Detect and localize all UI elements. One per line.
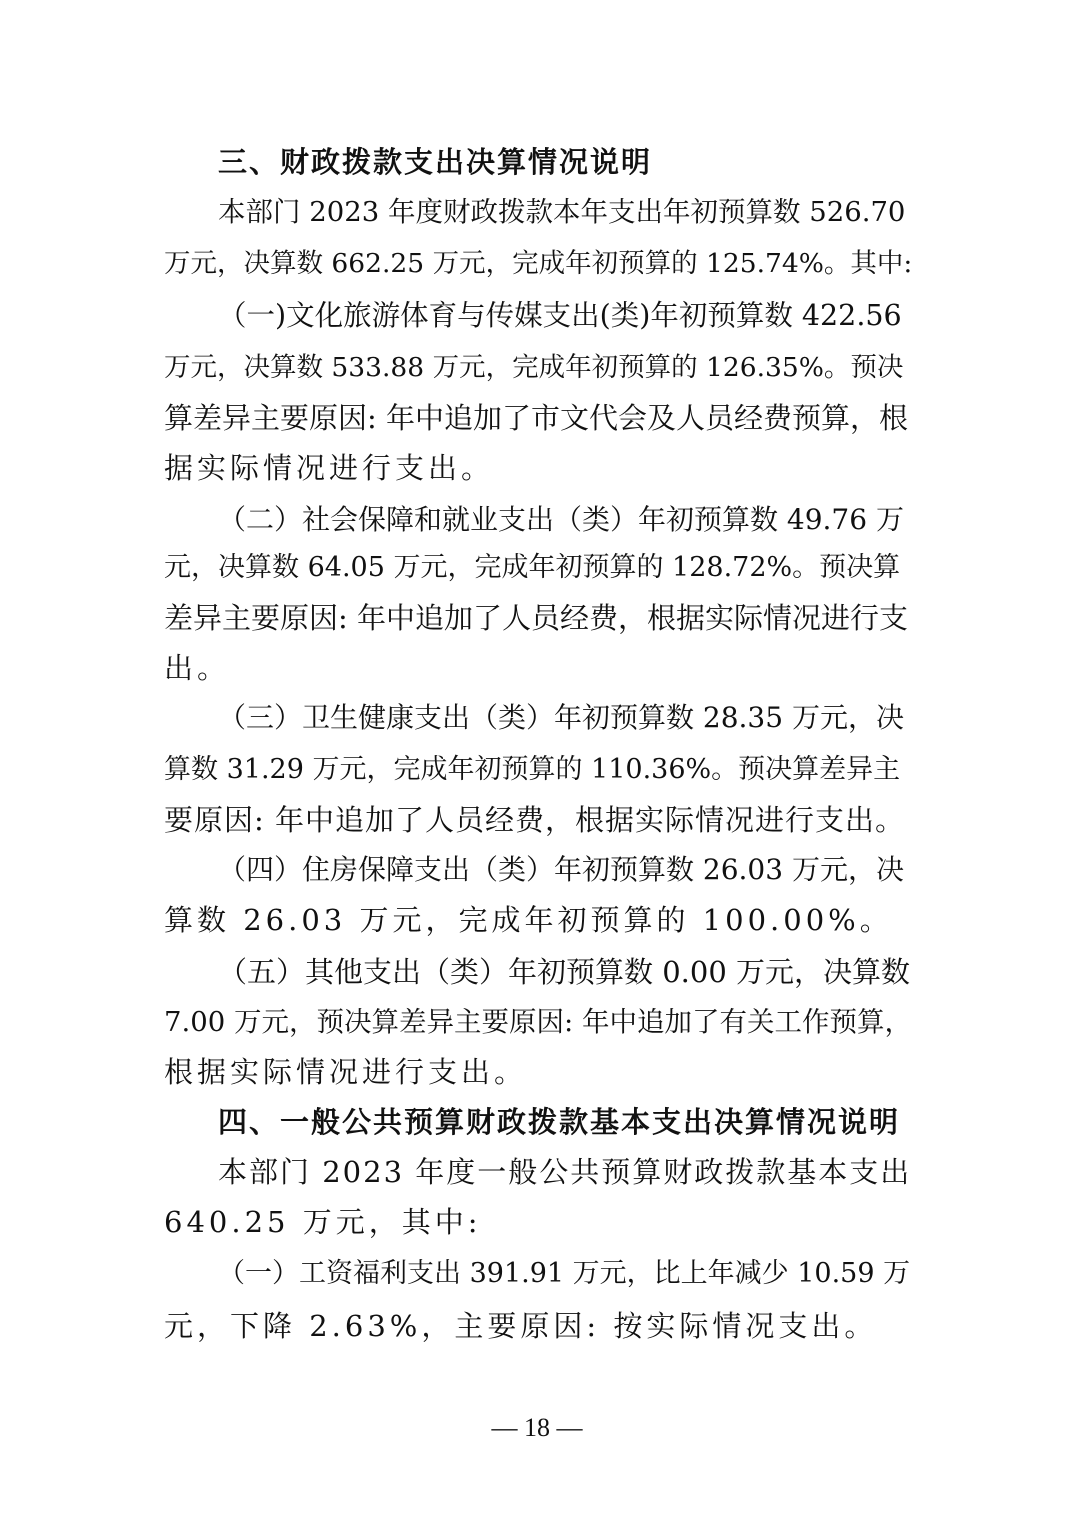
paragraph-line: （四）住房保障支出（类）年初预算数 26.03 万元，决: [218, 853, 904, 886]
paragraph-line: 元，决算数 64.05 万元，完成年初预算的 128.72%。预决算: [164, 552, 901, 583]
paragraph-line: 差异主要原因: 年中追加了人员经费，根据实际情况进行支: [164, 601, 908, 635]
paragraph-line: 本部门 2023 年度财政拨款本年支出年初预算数 526.70: [218, 196, 906, 228]
section-heading: 四、一般公共预算财政拨款基本支出决算情况说明: [218, 1105, 901, 1139]
page-number: — 18 —: [491, 1413, 583, 1442]
paragraph-line: 万元，决算数 662.25 万元，完成年初预算的 125.74%。其中:: [164, 248, 913, 279]
paragraph-line: 算数 31.29 万元，完成年初预算的 110.36%。预决算差异主: [164, 754, 901, 785]
paragraph-line: 根据实际情况进行支出。: [164, 1055, 528, 1089]
paragraph-line: （五）其他支出（类）年初预算数 0.00 万元，决算数: [218, 955, 911, 989]
paragraph-line: 算数 26.03 万元，完成年初预算的 100.00%。: [164, 903, 893, 937]
paragraph-line: （一）工资福利支出 391.91 万元，比上年减少 10.59 万: [218, 1258, 911, 1289]
paragraph-line: 7.00 万元，预决算差异主要原因: 年中追加了有关工作预算，: [164, 1006, 912, 1038]
paragraph-line: （二）社会保障和就业支出（类）年初预算数 49.76 万: [218, 503, 904, 536]
paragraph-line: 出。: [164, 651, 231, 685]
paragraph-line: 640.25 万元，其中:: [164, 1205, 482, 1239]
paragraph-line: 算差异主要原因: 年中追加了市文代会及人员经费预算，根: [164, 401, 908, 435]
paragraph-line: 本部门 2023 年度一般公共预算财政拨款基本支出: [218, 1155, 912, 1189]
paragraph-line: 要原因: 年中追加了人员经费，根据实际情况进行支出。: [164, 803, 905, 837]
paragraph-line: 据实际情况进行支出。: [164, 451, 495, 485]
paragraph-line: 元，下降 2.63%，主要原因: 按实际情况支出。: [164, 1309, 878, 1343]
section-heading: 三、财政拨款支出决算情况说明: [218, 145, 653, 179]
paragraph-line: 万元，决算数 533.88 万元，完成年初预算的 126.35%。预决: [164, 352, 904, 383]
paragraph-line: （一)文化旅游体育与传媒支出(类)年初预算数 422.56: [218, 299, 902, 332]
paragraph-line: （三）卫生健康支出（类）年初预算数 28.35 万元，决: [218, 701, 904, 734]
